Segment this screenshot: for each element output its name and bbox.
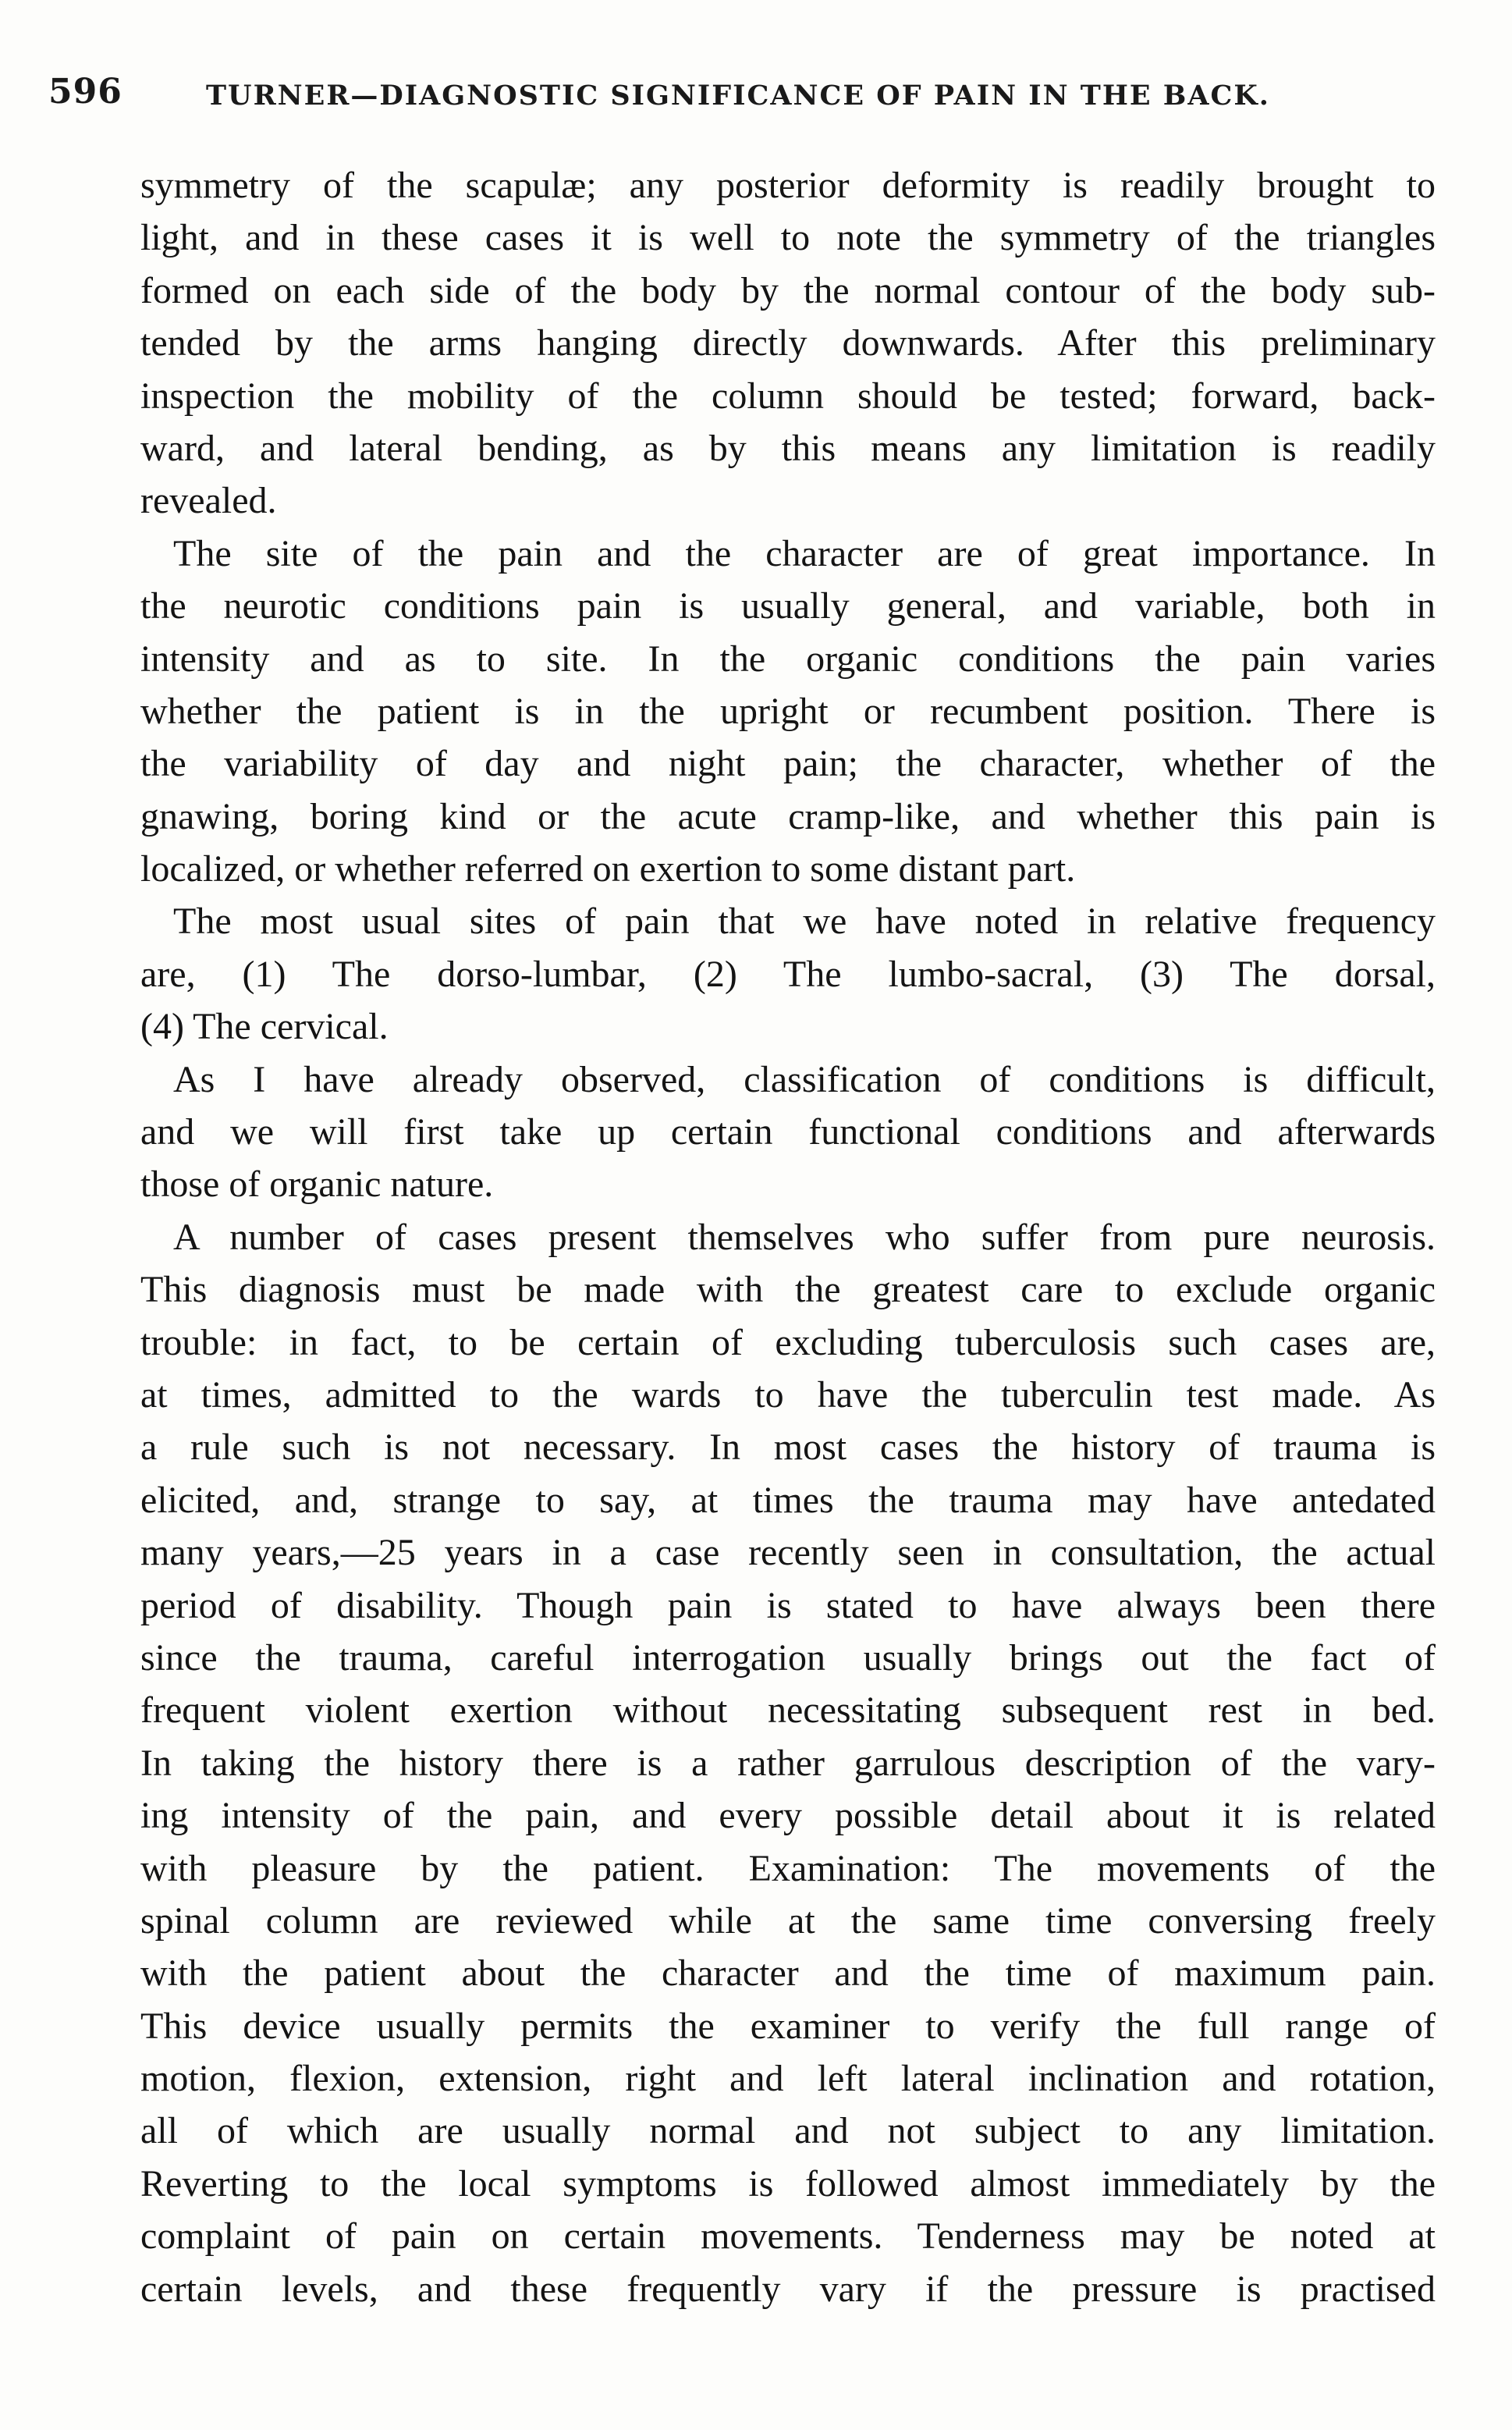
text-line: This diagnosis must be made with the greatest care to exclude organic (140, 1269, 1436, 1311)
text-line: and we will first take up certain functional conditions and afterwards (140, 1111, 1436, 1153)
running-head (48, 72, 1453, 119)
text-line: the neurotic conditions pain is usually general, and variable, both in (140, 585, 1436, 627)
page-number: 596 (48, 72, 122, 112)
text-line: inspection the mobility of the column should be tested; forward, back- (140, 375, 1436, 417)
text-line: with the patient about the character and the time of maximum pain. (140, 1952, 1436, 1995)
text-line: period of disability. Though pain is stated to have always been there (140, 1584, 1436, 1626)
body-text (140, 159, 1436, 2315)
text-line: As I have already observed, classification of conditions is difficult, (173, 1058, 1436, 1100)
text-line: whether the patient is in the upright or recumbent position. There is (140, 690, 1436, 732)
text-line: frequent violent exertion without necessitating subsequent rest in bed. (140, 1689, 1436, 1732)
text-line: those of organic nature. (140, 1163, 494, 1206)
text-line: Reverting to the local symptoms is followed almost immediately by the (140, 2162, 1436, 2204)
text-line: since the trauma, careful interrogation usually brings out the fact of (140, 1636, 1436, 1679)
text-line: complaint of pain on certain movements. Tenderness may be noted at (140, 2215, 1436, 2258)
text-line: The site of the pain and the character are of great importance. In (173, 532, 1436, 574)
text-line: gnawing, boring kind or the acute cramp-like, and whether this pain is (140, 795, 1436, 837)
text-line: This device usually permits the examiner to verify the full range of (140, 2005, 1436, 2047)
text-line: (4) The cervical. (140, 1006, 389, 1048)
text-line: at times, admitted to the wards to have the tuberculin test made. As (140, 1373, 1436, 1416)
text-line: a rule such is not necessary. In most cases the history of trauma is (140, 1426, 1436, 1469)
text-line: elicited, and, strange to say, at times the trauma may have antedated (140, 1479, 1436, 1521)
text-line: localized, or whether referred on exertion to some distant part. (140, 848, 1076, 890)
text-line: The most usual sites of pain that we have noted in relative frequency (173, 901, 1436, 943)
running-title: TURNER—DIAGNOSTIC SIGNIFICANCE OF PAIN IN THE BACK. (206, 80, 1270, 112)
text-line: with pleasure by the patient. Examination: The movements of the (140, 1847, 1436, 1889)
text-line: formed on each side of the body by the normal contour of the body sub- (140, 269, 1436, 311)
text-line: certain levels, and these frequently vary if the pressure is practised (140, 2268, 1436, 2310)
text-line: the variability of day and night pain; the character, whether of the (140, 743, 1436, 785)
text-line: tended by the arms hanging directly downwards. After this preliminary (140, 322, 1436, 364)
text-line: light, and in these cases it is well to note the symmetry of the triangles (140, 217, 1436, 259)
text-line: In taking the history there is a rather garrulous description of the vary- (140, 1742, 1436, 1784)
text-line: A number of cases present themselves who suffer from pure neurosis. (173, 1216, 1436, 1258)
text-line: revealed. (140, 480, 277, 522)
text-line: ing intensity of the pain, and every possible detail about it is related (140, 1795, 1436, 1837)
text-line: ward, and lateral bending, as by this means any limitation is readily (140, 427, 1436, 469)
text-line: trouble: in fact, to be certain of excluding tuberculosis such cases are, (140, 1321, 1436, 1363)
text-line: symmetry of the scapulæ; any posterior deformity is readily brought to (140, 165, 1436, 206)
text-line: all of which are usually normal and not subject to any limitation. (140, 2110, 1436, 2152)
text-line: spinal column are reviewed while at the same time conversing freely (140, 1899, 1436, 1942)
text-line: intensity and as to site. In the organic conditions the pain varies (140, 638, 1436, 680)
text-line: motion, flexion, extension, right and left lateral inclination and rotation, (140, 2058, 1436, 2100)
text-line: many years,—25 years in a case recently seen in consultation, the actual (140, 1532, 1436, 1574)
text-line: are, (1) The dorso-lumbar, (2) The lumbo-sacral, (3) The dorsal, (140, 953, 1436, 995)
